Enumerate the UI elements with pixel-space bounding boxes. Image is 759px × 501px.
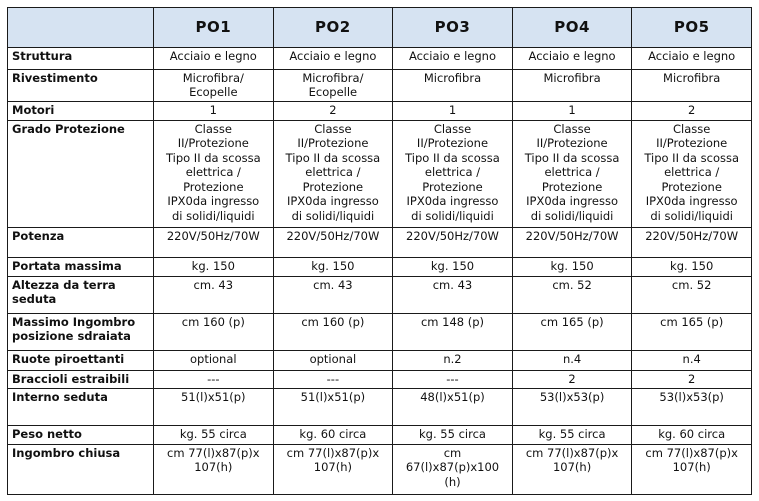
column-header-po3: PO3	[393, 8, 513, 48]
spec-value-cell: Acciaio e legno	[273, 48, 393, 70]
spec-value-cell: Microfibra	[512, 69, 632, 102]
spec-value-cell: cm. 43	[273, 276, 393, 313]
spec-value-cell: Classe II/Protezione Tipo II da scossa elettrica / Protezione IPX0da ingresso di solidi/liquidi	[154, 120, 274, 227]
spec-value-cell: 220V/50Hz/70W	[512, 227, 632, 258]
spec-value-cell: kg. 150	[512, 258, 632, 276]
spec-value-cell: Acciaio e legno	[512, 48, 632, 70]
spec-value-cell: Microfibra	[393, 69, 513, 102]
row-label: Peso netto	[8, 426, 154, 444]
spec-value-cell: Acciaio e legno	[393, 48, 513, 70]
column-header-po1: PO1	[154, 8, 274, 48]
spec-value-cell: 48(l)x51(p)	[393, 389, 513, 426]
product-spec-table	[7, 7, 752, 495]
spec-value-cell: Classe II/Protezione Tipo II da scossa elettrica / Protezione IPX0da ingresso di solidi/liquidi	[273, 120, 393, 227]
spec-value-cell: Acciaio e legno	[632, 48, 752, 70]
spec-value-cell: Classe II/Protezione Tipo II da scossa elettrica / Protezione IPX0da ingresso di solidi/liquidi	[512, 120, 632, 227]
spec-value-cell: 220V/50Hz/70W	[154, 227, 274, 258]
row-label: Braccioli estraibili	[8, 371, 154, 389]
spec-value-cell: cm. 52	[632, 276, 752, 313]
spec-table-body	[8, 48, 752, 495]
spec-value-cell: kg. 150	[393, 258, 513, 276]
spec-value-cell: cm. 52	[512, 276, 632, 313]
header-row	[8, 8, 752, 48]
spec-value-cell: 220V/50Hz/70W	[393, 227, 513, 258]
spec-value-cell: kg. 60 circa	[273, 426, 393, 444]
table-row	[8, 227, 752, 258]
spec-value-cell: kg. 55 circa	[393, 426, 513, 444]
spec-value-cell: cm 77(l)x87(p)x 107(h)	[273, 444, 393, 494]
spec-value-cell: cm. 43	[393, 276, 513, 313]
spec-value-cell: 2	[632, 371, 752, 389]
spec-value-cell: n.4	[512, 350, 632, 370]
header-corner-cell	[8, 8, 154, 48]
spec-value-cell: 1	[512, 102, 632, 120]
table-row	[8, 389, 752, 426]
spec-value-cell: 2	[512, 371, 632, 389]
column-header-po2: PO2	[273, 8, 393, 48]
table-row	[8, 444, 752, 494]
spec-value-cell: kg. 150	[632, 258, 752, 276]
table-row	[8, 69, 752, 102]
spec-value-cell: Classe II/Protezione Tipo II da scossa elettrica / Protezione IPX0da ingresso di solidi/liquidi	[393, 120, 513, 227]
spec-value-cell: Microfibra/ Ecopelle	[273, 69, 393, 102]
spec-value-cell: kg. 60 circa	[632, 426, 752, 444]
table-row	[8, 276, 752, 313]
spec-value-cell: 53(l)x53(p)	[632, 389, 752, 426]
row-label: Struttura	[8, 48, 154, 70]
spec-value-cell: cm 160 (p)	[154, 313, 274, 350]
spec-value-cell: cm 148 (p)	[393, 313, 513, 350]
spec-value-cell: cm 77(l)x87(p)x 107(h)	[512, 444, 632, 494]
spec-value-cell: cm 77(l)x87(p)x 107(h)	[154, 444, 274, 494]
row-label: Altezza da terra seduta	[8, 276, 154, 313]
spec-value-cell: ---	[393, 371, 513, 389]
spec-value-cell: cm 77(l)x87(p)x 107(h)	[632, 444, 752, 494]
spec-value-cell: 53(l)x53(p)	[512, 389, 632, 426]
table-row	[8, 102, 752, 120]
spec-value-cell: 2	[632, 102, 752, 120]
table-row	[8, 313, 752, 350]
row-label: Portata massima	[8, 258, 154, 276]
spec-value-cell: 220V/50Hz/70W	[632, 227, 752, 258]
spec-value-cell: optional	[154, 350, 274, 370]
spec-value-cell: 1	[393, 102, 513, 120]
spec-value-cell: n.2	[393, 350, 513, 370]
table-row	[8, 120, 752, 227]
spec-value-cell: ---	[273, 371, 393, 389]
spec-value-cell: optional	[273, 350, 393, 370]
spec-value-cell: Microfibra/ Ecopelle	[154, 69, 274, 102]
spec-value-cell: n.4	[632, 350, 752, 370]
table-row	[8, 48, 752, 70]
row-label: Ingombro chiusa	[8, 444, 154, 494]
table-row	[8, 371, 752, 389]
row-label: Potenza	[8, 227, 154, 258]
spec-value-cell: 1	[154, 102, 274, 120]
row-label: Grado Protezione	[8, 120, 154, 227]
spec-value-cell: Microfibra	[632, 69, 752, 102]
spec-value-cell: kg. 55 circa	[154, 426, 274, 444]
spec-value-cell: 220V/50Hz/70W	[273, 227, 393, 258]
spec-value-cell: kg. 150	[154, 258, 274, 276]
spec-value-cell: cm. 43	[154, 276, 274, 313]
row-label: Rivestimento	[8, 69, 154, 102]
table-row	[8, 350, 752, 370]
spec-value-cell: cm 67(l)x87(p)x100 (h)	[393, 444, 513, 494]
spec-value-cell: 2	[273, 102, 393, 120]
row-label: Motori	[8, 102, 154, 120]
spec-value-cell: cm 165 (p)	[632, 313, 752, 350]
spec-value-cell: ---	[154, 371, 274, 389]
table-row	[8, 426, 752, 444]
spec-value-cell: kg. 55 circa	[512, 426, 632, 444]
spec-value-cell: cm 160 (p)	[273, 313, 393, 350]
row-label: Interno seduta	[8, 389, 154, 426]
column-header-po5: PO5	[632, 8, 752, 48]
spec-value-cell: Classe II/Protezione Tipo II da scossa elettrica / Protezione IPX0da ingresso di solidi/liquidi	[632, 120, 752, 227]
spec-value-cell: 51(l)x51(p)	[154, 389, 274, 426]
spec-value-cell: kg. 150	[273, 258, 393, 276]
spec-value-cell: Acciaio e legno	[154, 48, 274, 70]
row-label: Massimo Ingombro posizione sdraiata	[8, 313, 154, 350]
spec-value-cell: 51(l)x51(p)	[273, 389, 393, 426]
row-label: Ruote piroettanti	[8, 350, 154, 370]
spec-value-cell: cm 165 (p)	[512, 313, 632, 350]
column-header-po4: PO4	[512, 8, 632, 48]
table-row	[8, 258, 752, 276]
